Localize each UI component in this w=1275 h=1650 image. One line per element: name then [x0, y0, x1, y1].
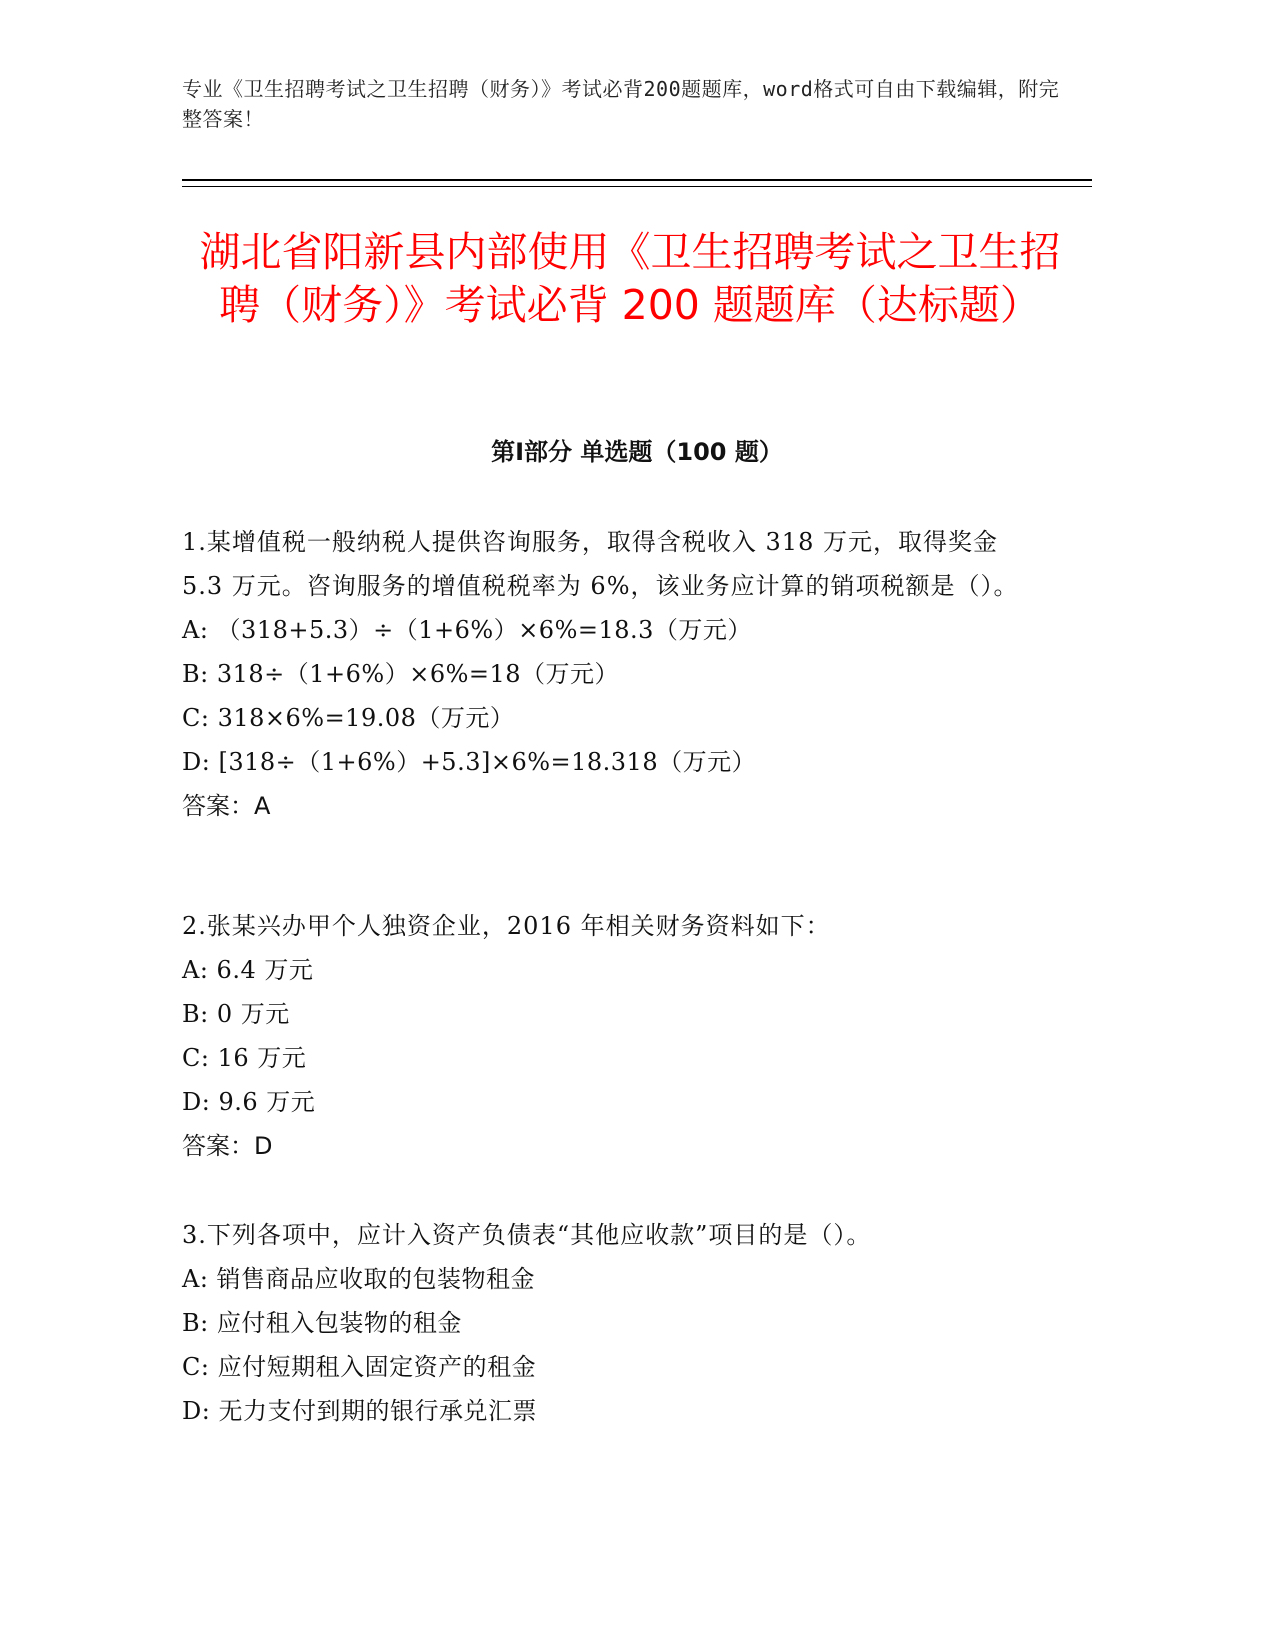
option-b: B: 应付租入包装物的租金 [182, 1309, 462, 1337]
option-c: C: 应付短期租入固定资产的租金 [182, 1353, 537, 1381]
option-d: D: 无力支付到期的银行承兑汇票 [182, 1397, 537, 1425]
option-c: C: 318×6%=19.08（万元） [182, 704, 515, 732]
question-block-1 [182, 520, 1042, 828]
document-title: 湖北省阳新县内部使用《卫生招聘考试之卫生招聘（财务）》考试必背 200 题题库（达标题） [199, 228, 1061, 329]
option-d: D: 9.6 万元 [182, 1088, 316, 1116]
question-stem: 2.张某兴办甲个人独资企业，2016 年相关财务资料如下： [182, 912, 831, 940]
option-a: A: 销售商品应收取的包装物租金 [182, 1265, 536, 1293]
header-divider-thin [182, 186, 1092, 187]
question-stem: 3.下列各项中，应计入资产负债表“其他应收款”项目的是（）。 [182, 1221, 872, 1249]
option-b: B: 0 万元 [182, 1000, 290, 1028]
option-c: C: 16 万元 [182, 1044, 307, 1072]
section-heading: 第Ⅰ部分 单选题（100 题） [491, 438, 783, 466]
answer-line: 答案：D [182, 1132, 273, 1160]
option-d: D: [318÷（1+6%）+5.3]×6%=18.318（万元） [182, 748, 757, 776]
option-a: A: 6.4 万元 [182, 956, 314, 984]
option-b: B: 318÷（1+6%）×6%=18（万元） [182, 660, 620, 688]
answer-line: 答案：A [182, 792, 271, 820]
option-a: A: （318+5.3）÷（1+6%）×6%=18.3（万元） [182, 616, 752, 644]
question-stem: 1.某增值税一般纳税人提供咨询服务，取得含税收入 318 万元，取得奖金 5.3 万元。咨询服务的增值税税率为 6%，该业务应计算的销项税额是（）。 [182, 528, 1019, 600]
header-divider-thick [182, 179, 1092, 181]
question-block-3 [182, 1213, 1042, 1433]
question-block-2 [182, 904, 1042, 1168]
header-note: 专业《卫生招聘考试之卫生招聘（财务）》考试必背200题题库，word格式可自由下载编辑，附完整答案！ [182, 77, 1060, 131]
